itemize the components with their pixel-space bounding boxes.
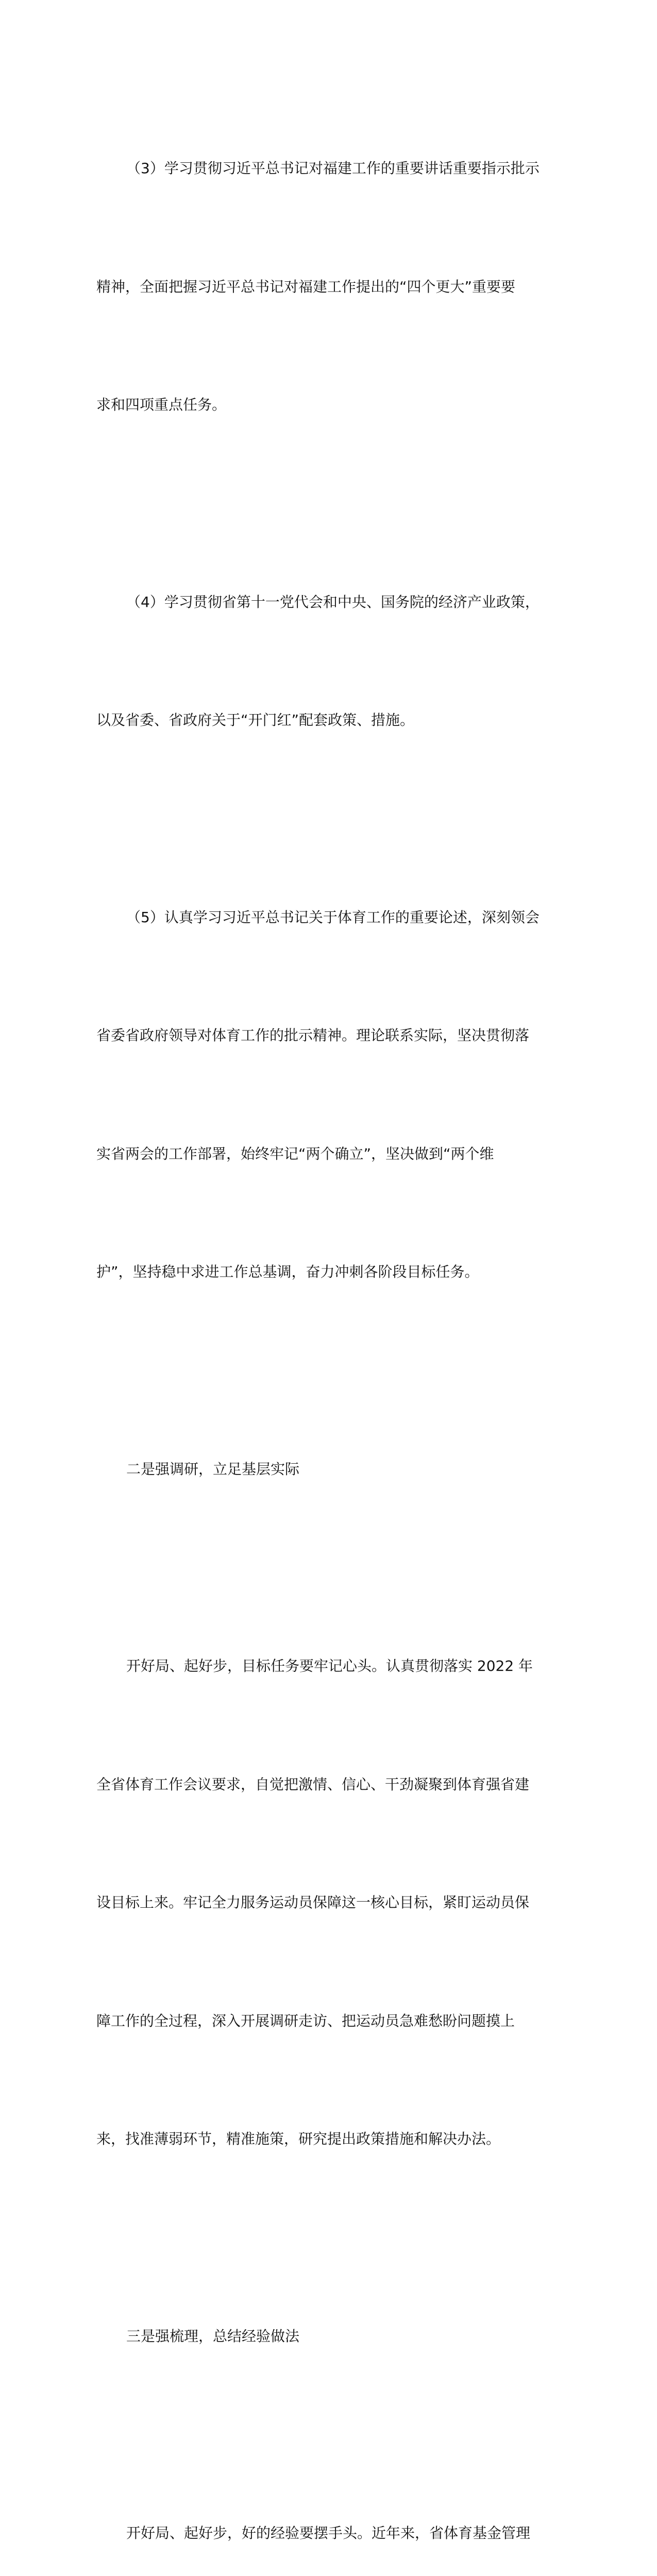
paragraph-study-sports-work	[96, 819, 560, 1371]
text-line: 求和四项重点任务。	[96, 396, 227, 413]
text-line: 二是强调研，立足基层实际	[126, 1460, 300, 1478]
text-line: 设目标上来。牢记全力服务运动员保障这一核心目标，紧盯运动员保	[96, 1894, 530, 1911]
text-line: 来，找准薄弱环节，精准施策，研究提出政策措施和解决办法。	[96, 2130, 501, 2147]
text-line: 障工作的全过程，深入开展调研走访、把运动员急难愁盼问题摸上	[96, 2012, 515, 2029]
text-line: 以及省委、省政府关于“开门红”配套政策、措施。	[96, 711, 415, 728]
text-line: 三是强梳理，总结经验做法	[126, 2327, 300, 2345]
text-line: （3）学习贯彻习近平总书记对福建工作的重要讲话重要指示批示	[126, 160, 540, 177]
section-heading-summary	[96, 2238, 560, 2435]
text-line: 开好局、起好步，好的经验要摆手头。近年来，省体育基金管理	[126, 2524, 531, 2541]
paragraph-study-fujian-speech	[96, 70, 560, 504]
text-line: 开好局、起好步，目标任务要牢记心头。认真贯彻落实 2022 年	[126, 1657, 533, 1674]
paragraph-study-party-congress	[96, 504, 560, 819]
text-line: 省委省政府领导对体育工作的批示精神。理论联系实际，坚决贯彻落	[96, 1027, 530, 1044]
paragraph-summary-body	[96, 2435, 560, 2576]
text-line: 实省两会的工作部署，始终牢记“两个确立”，坚决做到“两个维	[96, 1145, 494, 1162]
document-body	[96, 70, 560, 2576]
text-line: （4）学习贯彻省第十一党代会和中央、国务院的经济产业政策，	[126, 593, 540, 611]
text-line: 精神，全面把握习近平总书记对福建工作提出的“四个更大”重要要	[96, 278, 516, 295]
text-line: 护”，坚持稳中求进工作总基调，奋力冲刺各阶段目标任务。	[96, 1263, 479, 1280]
section-heading-research	[96, 1371, 560, 1568]
paragraph-research-body	[96, 1568, 560, 2238]
text-line: 全省体育工作会议要求，自觉把激情、信心、干劲凝聚到体育强省建	[96, 1775, 530, 1793]
text-line: （5）认真学习习近平总书记关于体育工作的重要论述，深刻领会	[126, 908, 540, 926]
